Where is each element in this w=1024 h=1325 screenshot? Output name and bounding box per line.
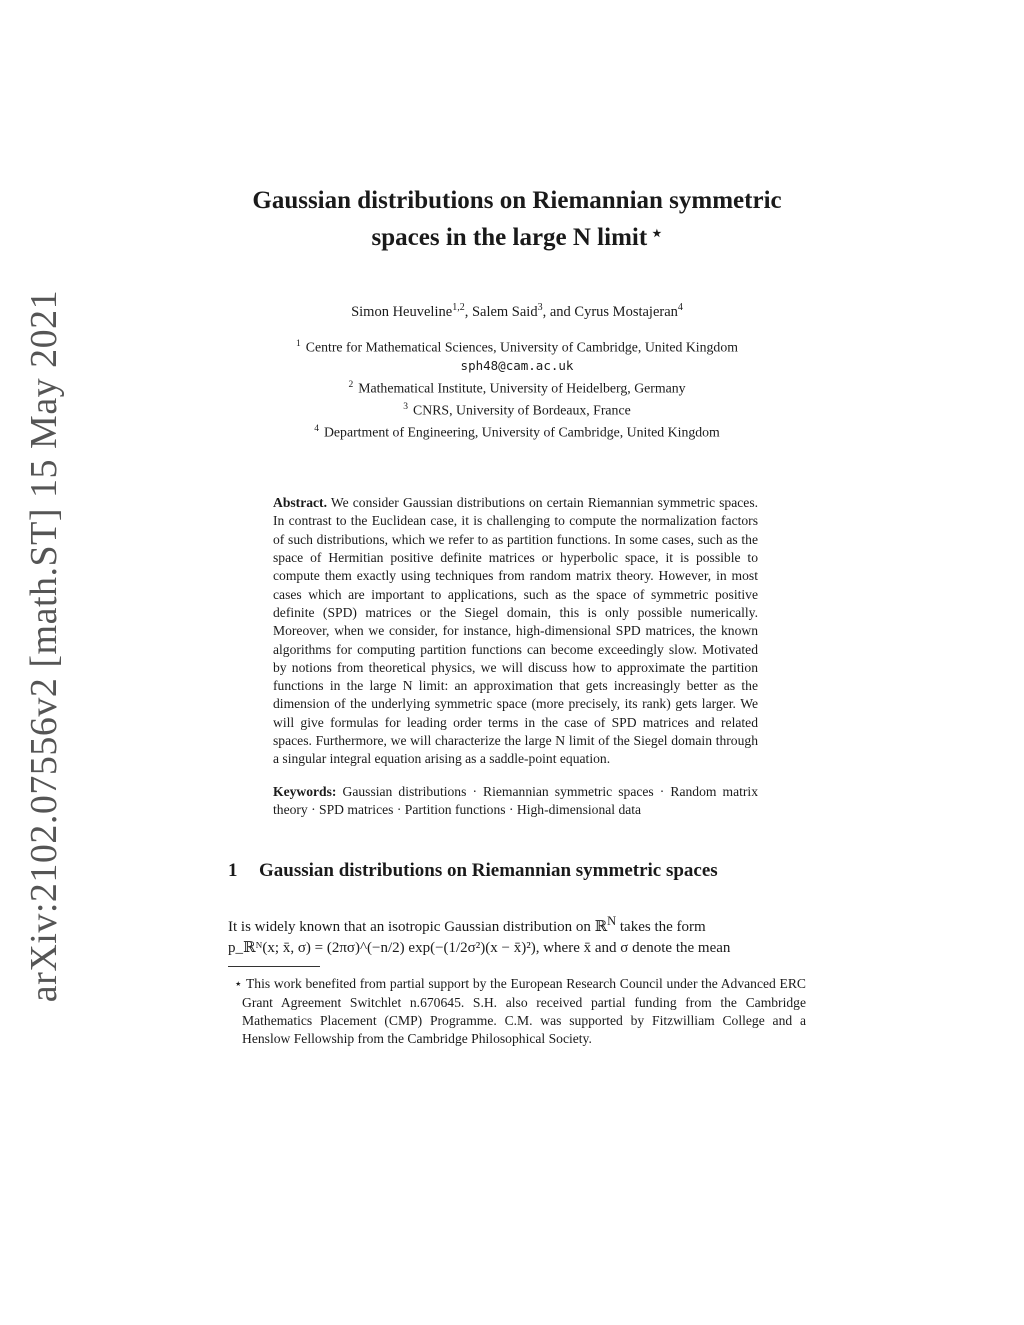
body-line-2: p_ℝᴺ(x; x̄, σ) = (2πσ)^(−n/2) exp(−(1/2σ²)(x − x̄)²), where x̄ and σ denote the mean bbox=[228, 939, 731, 956]
author-list bbox=[228, 302, 806, 321]
affiliation-3 bbox=[228, 398, 806, 420]
email-link[interactable]: sph48@cam.ac.uk bbox=[460, 358, 574, 374]
title-footnote-mark: ⋆ bbox=[651, 223, 663, 243]
keywords-label: Keywords: bbox=[273, 783, 337, 799]
dimension-superscript: N bbox=[607, 914, 617, 929]
affiliation-2-num: 2 bbox=[348, 379, 354, 390]
footnote bbox=[228, 975, 806, 1048]
affiliations bbox=[228, 335, 806, 442]
author-2-affil: 3 bbox=[537, 302, 543, 313]
paper-title bbox=[228, 184, 806, 254]
affiliation-1-text: Centre for Mathematical Sciences, University of Cambridge, United Kingdom bbox=[305, 339, 738, 355]
affiliation-3-text: CNRS, University of Bordeaux, France bbox=[413, 402, 631, 418]
affiliation-4 bbox=[228, 420, 806, 442]
author-1: Simon Heuveline bbox=[351, 303, 453, 320]
keywords-text: Gaussian distributions · Riemannian symmetric spaces · Random matrix theory · SPD matrices · Partition functions · High-dimensional data bbox=[273, 783, 758, 817]
affiliation-3-num: 3 bbox=[403, 401, 409, 412]
section-title: Gaussian distributions on Riemannian symmetric spaces bbox=[259, 860, 718, 882]
body-line-1 bbox=[228, 911, 806, 938]
author-3: , and Cyrus Mostajeran bbox=[542, 303, 678, 320]
author-email[interactable] bbox=[228, 357, 806, 376]
author-2: , Salem Said bbox=[464, 303, 538, 320]
affiliation-1 bbox=[228, 335, 806, 357]
body-line-1-start: It is widely known that an isotropic Gaussian distribution on bbox=[228, 919, 595, 936]
real-space-symbol: ℝ bbox=[594, 919, 608, 936]
title-line-2: spaces in the large N limit bbox=[371, 224, 648, 251]
abstract bbox=[273, 494, 758, 768]
author-1-affil: 1,2 bbox=[452, 302, 465, 313]
author-3-affil: 4 bbox=[677, 302, 683, 313]
abstract-label: Abstract. bbox=[273, 495, 327, 511]
footnote-mark: ⋆ bbox=[234, 976, 243, 992]
keywords bbox=[273, 783, 758, 820]
paper-page bbox=[228, 184, 806, 1048]
body-paragraph bbox=[228, 911, 806, 958]
arxiv-sidebar bbox=[14, 289, 74, 1003]
abstract-text: We consider Gaussian distributions on certain Riemannian symmetric spaces. In contrast to the Euclidean case, it is challenging to compute the normalization factors of such distributions, which we refer to as partition functions. In some cases, such as the space of Hermitian positive definite matrices or hyperbolic space, it is possible to compute them exactly using techniques from random matrix theory. However, in most cases which are important to applications, such as the space of symmetric positive definite (SPD) matrices or the Siegel domain, this is only possible numerically. Moreover, when we consider, for instance, high-dimensional SPD matrices, the known algorithms for computing partition functions can become exceedingly slow. Motivated by notions from theoretical physics, we will discuss how to approximate the partition functions in the large N limit: an approximation that gets increasingly better as the dimension of the underlying symmetric space (more precisely, its rank) gets larger. We will give formulas for leading order terms in the case of SPD matrices and related spaces. Furthermore, we will characterize the large N limit of the Siegel domain through a singular integral equation arising as a saddle-point equation. bbox=[273, 495, 759, 767]
body-line-1-end: takes the form bbox=[616, 919, 706, 936]
section-number: 1 bbox=[228, 860, 238, 882]
affiliation-2 bbox=[228, 376, 806, 398]
section-heading bbox=[228, 859, 806, 882]
affiliation-1-num: 1 bbox=[296, 338, 301, 349]
affiliation-4-num: 4 bbox=[314, 423, 319, 434]
footnote-rule bbox=[228, 966, 320, 967]
affiliation-2-text: Mathematical Institute, University of Heidelberg, Germany bbox=[358, 380, 686, 396]
affiliation-4-text: Department of Engineering, University of Cambridge, United Kingdom bbox=[323, 424, 720, 440]
title-line-1: Gaussian distributions on Riemannian symmetric bbox=[252, 187, 782, 214]
footnote-text: This work benefited from partial support by the European Research Council under the Advanced ERC Grant Agreement Switchlet n.670645. S.H. also received partial funding from the Cambridge Mathematics Placement (CMP) Programme. C.M. was supported by Fitzwilliam College and a Henslow Fellowship from the Cambridge Philosophical Society. bbox=[242, 976, 806, 1047]
arxiv-identifier: arXiv:2102.07556v2 [math.ST] 15 May 2021 bbox=[23, 289, 65, 1003]
